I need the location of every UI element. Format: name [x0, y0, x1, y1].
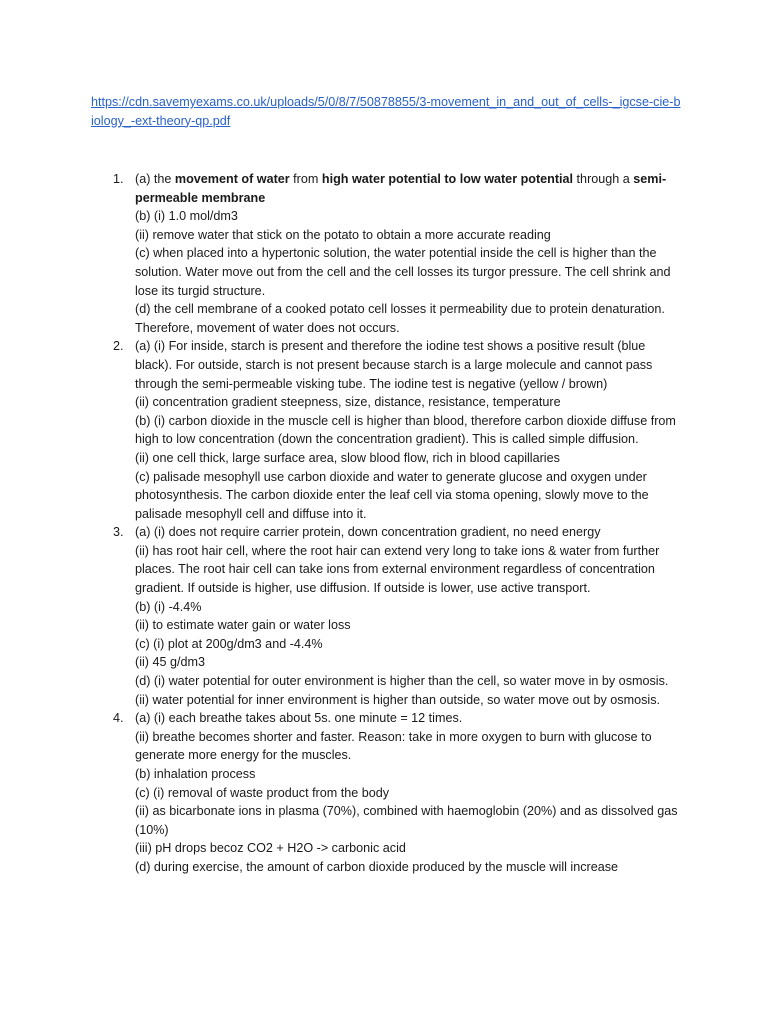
- answer-line: (ii) 45 g/dm3: [135, 655, 205, 670]
- text-run: through a: [573, 172, 634, 186]
- answer-line: (b) inhalation process: [135, 767, 256, 781]
- answer-line: (ii) to estimate water gain or water loss: [135, 618, 351, 633]
- answer-line: (ii) water potential for inner environment is higher than outside, so water move out by osmosis.: [135, 692, 660, 707]
- bold-run: movement of water: [174, 172, 290, 186]
- answer-line: (iii) pH drops becoz CO2 + H2O -> carbonic acid: [135, 841, 406, 856]
- answer-line: (b) (i) -4.4%: [135, 599, 202, 614]
- answer-body: [135, 709, 683, 876]
- answer-line: (ii) concentration gradient steepness, size, distance, resistance, temperature: [135, 395, 561, 410]
- answer-item-4: [0, 709, 768, 876]
- answer-item-2: [0, 337, 768, 523]
- answer-line: (c) palisade mesophyll use carbon dioxide and water to generate glucose and oxygen under photosynthesis. The carbon dioxide enter the leaf cell via stoma opening, slowly move to the palisade mesophyll cell and diffuse into it.: [135, 469, 649, 521]
- answer-body: [135, 170, 683, 337]
- answer-number: 2.: [113, 339, 124, 354]
- answer-line: (d) (i) water potential for outer environment is higher than the cell, so water move in by osmosis.: [135, 674, 669, 689]
- bold-run: high water potential to low water potential: [321, 172, 574, 186]
- text-run: from: [289, 172, 322, 186]
- answer-item-1: [0, 170, 768, 337]
- answer-number: 4.: [113, 711, 124, 726]
- answer-line: (ii) breathe becomes shorter and faster. Reason: take in more oxygen to burn with glucose to generate more energy for the muscles.: [135, 729, 652, 763]
- answer-body: [135, 337, 683, 523]
- answer-line: (ii) one cell thick, large surface area, slow blood flow, rich in blood capillaries: [135, 450, 560, 465]
- source-link[interactable]: https://cdn.savemyexams.co.uk/uploads/5/0/8/7/50878855/3-movement_in_and_out_of_cells-_igcse-cie-biology_-ext-theory-qp.pdf: [91, 95, 681, 128]
- answer-number: 3.: [113, 525, 124, 540]
- answer-list: [0, 170, 768, 877]
- answer-line: (b) (i) carbon dioxide in the muscle cell is higher than blood, therefore carbon dioxide diffuse from high to low concentration (down the concentration gradient). This is called simple diffusion.: [135, 413, 676, 447]
- answer-line: (ii) remove water that stick on the potato to obtain a more accurate reading: [135, 227, 551, 242]
- answer-line: (c) when placed into a hypertonic solution, the water potential inside the cell is higher than the solution. Water move out from the cell and the cell losses its turgor pressure. The cell shrink and lose its turgid structure.: [135, 246, 671, 298]
- answer-line: (a) (i) does not require carrier protein, down concentration gradient, no need energy: [135, 525, 601, 540]
- answer-body: [135, 523, 683, 709]
- answer-line-1a: [135, 170, 683, 207]
- answer-line: (ii) as bicarbonate ions in plasma (70%), combined with haemoglobin (20%) and as dissolved gas (10%): [135, 804, 678, 837]
- answer-line: (c) (i) removal of waste product from the body: [135, 785, 390, 800]
- answer-line: (d) during exercise, the amount of carbon dioxide produced by the muscle will increase: [135, 859, 619, 874]
- answer-line: (a) (i) For inside, starch is present and therefore the iodine test shows a positive result (blue black). For outside, starch is not present because starch is a large molecule and cannot pass through the semi-permeable visking tube. The iodine test is negative (yellow / brown): [135, 339, 653, 391]
- answer-line: (a) (i) each breathe takes about 5s. one minute = 12 times.: [135, 711, 463, 726]
- answer-item-3: [0, 523, 768, 709]
- bold-run: semi-permeable membrane: [135, 172, 667, 205]
- answer-number: 1.: [113, 172, 124, 186]
- answer-line: (c) (i) plot at 200g/dm3 and -4.4%: [135, 636, 323, 651]
- answer-line: (ii) has root hair cell, where the root hair can extend very long to take ions & water from further places. The root hair cell can take ions from external environment regardless of concentration gradient. If outside is higher, use diffusion. If outside is lower, use active transport.: [135, 543, 660, 596]
- text-run: (a) the: [135, 172, 175, 186]
- answer-line: (b) (i) 1.0 mol/dm3: [135, 209, 238, 224]
- answer-line: (d) the cell membrane of a cooked potato cell losses it permeability due to protein denaturation. Therefore, movement of water does not occurs.: [135, 302, 665, 335]
